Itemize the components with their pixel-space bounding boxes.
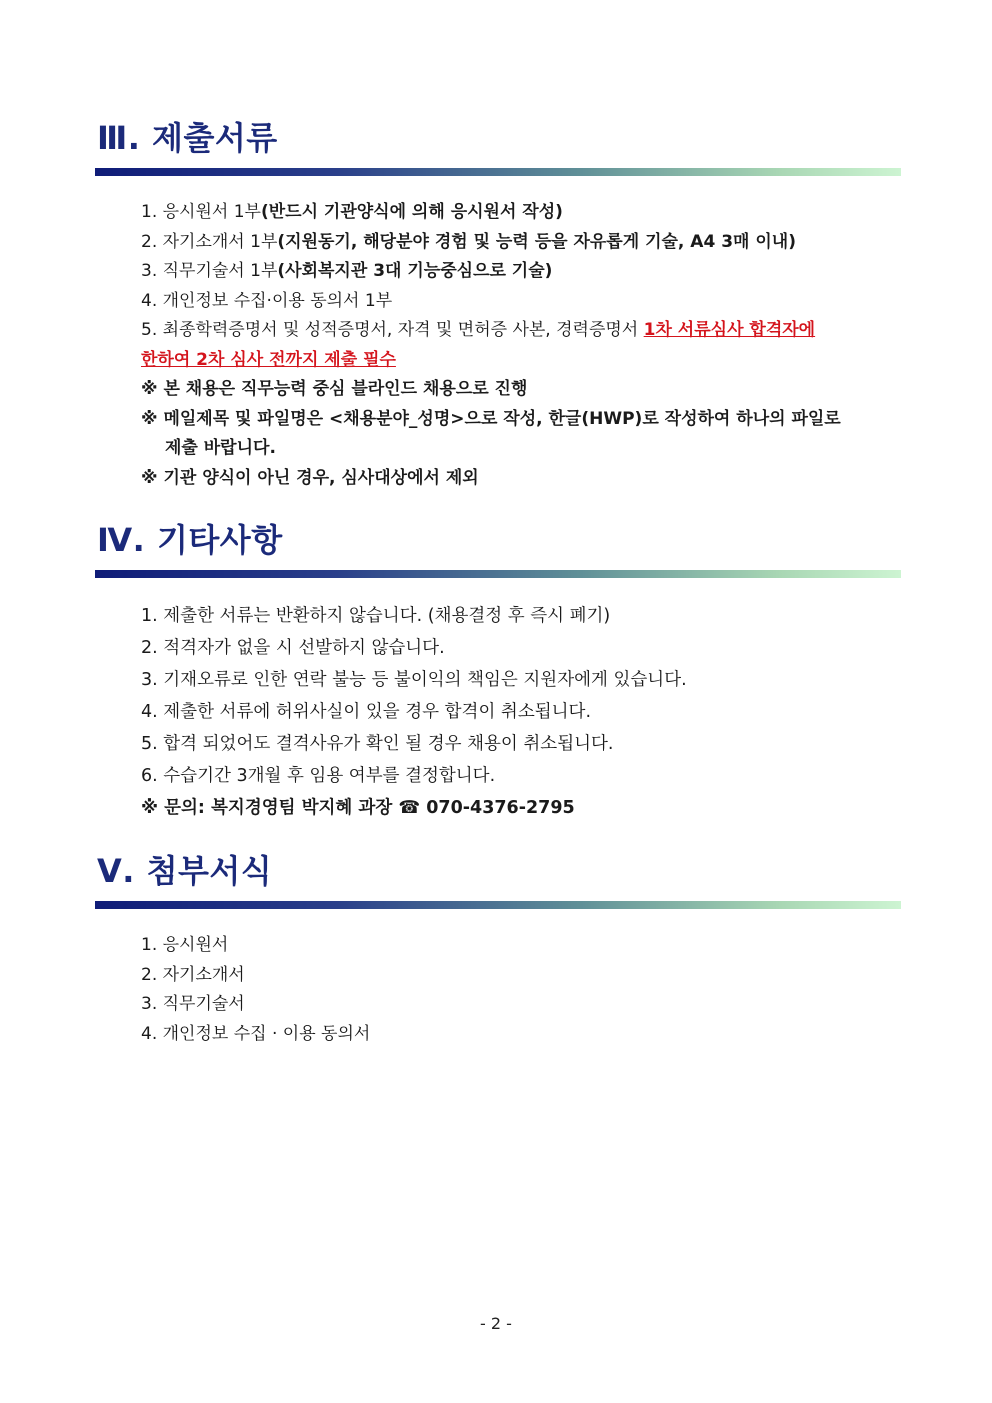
list-item-continued — [141, 346, 901, 376]
contact-info: ※ 문의: 복지경영팀 박지혜 과장 ☎ 070-4376-2795 — [141, 798, 575, 818]
item-text: 5. 최종학력증명서 및 성적증명서, 자격 및 면허증 사본, 경력증명서 — [141, 320, 644, 340]
list-item — [141, 257, 901, 287]
title-gradient-bar — [95, 168, 901, 176]
list-item — [141, 287, 901, 317]
list-item: 5. 합격 되었어도 결격사유가 확인 될 경우 채용이 취소됩니다. — [141, 734, 614, 754]
note-item: ※ 본 채용은 직무능력 중심 블라인드 채용으로 진행 — [141, 379, 528, 399]
title-gradient-bar — [95, 570, 901, 578]
item-text: 1. 응시원서 1부 — [141, 202, 261, 222]
item-detail: (지원동기, 해당분야 경험 및 능력 등을 자유롭게 기술, A4 3매 이내) — [277, 231, 796, 252]
list-item: 1. 제출한 서류는 반환하지 않습니다. (채용결정 후 즉시 폐기) — [141, 606, 611, 626]
section-attachments — [95, 851, 901, 1049]
submission-list — [141, 198, 901, 493]
item-text: 2. 자기소개서 1부 — [141, 231, 278, 252]
list-item — [141, 316, 901, 346]
list-item: 2. 자기소개서 — [141, 964, 245, 985]
section-other-matters — [95, 520, 901, 824]
title-gradient-bar — [95, 901, 901, 909]
list-item: 1. 응시원서 — [141, 935, 229, 955]
list-item: 4. 제출한 서류에 허위사실이 있을 경우 합격이 취소됩니다. — [141, 702, 592, 722]
highlight-text: 1차 서류심사 합격자에 — [643, 320, 816, 340]
note-item: ※ 기관 양식이 아닌 경우, 심사대상에서 제외 — [141, 467, 479, 488]
item-detail: (사회복지관 3대 기능중심으로 기술) — [277, 261, 553, 281]
item-text: 3. 직무기술서 1부 — [141, 261, 278, 281]
note-item-continued: 제출 바랍니다. — [165, 438, 276, 458]
item-text: 4. 개인정보 수집·이용 동의서 1부 — [141, 290, 393, 311]
page-number: - 2 - — [480, 1314, 512, 1333]
list-item: 4. 개인정보 수집 · 이용 동의서 — [141, 1023, 371, 1044]
attachments-list — [141, 931, 901, 1049]
note-item: ※ 메일제목 및 파일명은 <채용분야_성명>으로 작성, 한글(HWP)로 작성하여 하나의 파일로 — [141, 408, 841, 429]
list-item — [141, 228, 901, 258]
highlight-text: 한하여 2차 심사 전까지 제출 필수 — [141, 349, 396, 370]
section-title-other: Ⅳ. 기타사항 — [97, 521, 283, 559]
section-title-submission: Ⅲ. 제출서류 — [97, 119, 278, 157]
section-title-attachments: Ⅴ. 첨부서식 — [97, 852, 273, 890]
list-item — [141, 198, 901, 228]
list-item: 6. 수습기간 3개월 후 임용 여부를 결정합니다. — [141, 766, 496, 786]
other-matters-list — [141, 600, 901, 824]
list-item: 3. 직무기술서 — [141, 994, 245, 1014]
item-detail: (반드시 기관양식에 의해 응시원서 작성) — [260, 202, 563, 222]
list-item: 3. 기재오류로 인한 연락 불능 등 불이익의 책임은 지원자에게 있습니다. — [141, 670, 687, 690]
section-submission-documents — [95, 118, 901, 493]
list-item: 2. 적격자가 없을 시 선발하지 않습니다. — [141, 638, 445, 658]
